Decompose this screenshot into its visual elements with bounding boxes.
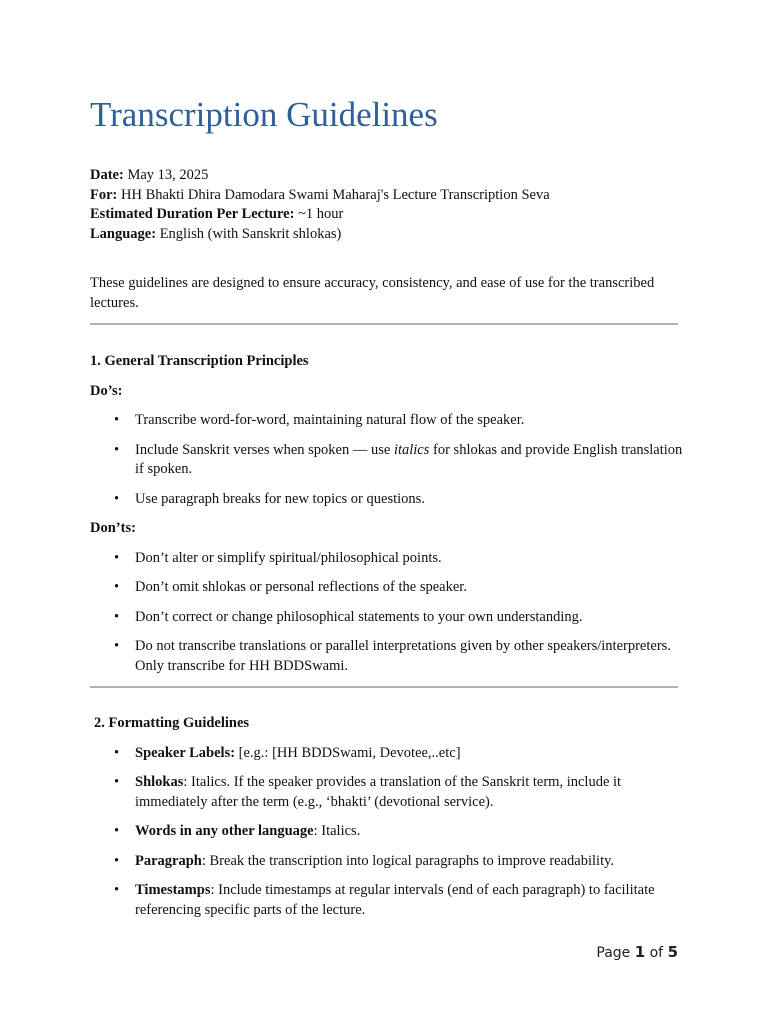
meta-language <box>90 225 678 245</box>
current-page: 1 <box>634 943 646 961</box>
list-item: • Timestamps: Include timestamps at regular intervals (end of each paragraph) to facilitate referencing specific parts of the lecture. <box>114 882 655 918</box>
bullet-icon: • <box>114 579 120 595</box>
meta-label: Date: <box>90 167 124 183</box>
list-item: • Shlokas: Italics. If the speaker provides a translation of the Sanskrit term, include it immediately after the term (e.g., ‘bhakti’ (devotional service). <box>114 774 622 810</box>
section-general-principles <box>90 352 683 676</box>
meta-label: Estimated Duration Per Lecture: <box>90 206 295 222</box>
dos-list <box>90 411 683 509</box>
donts-list <box>90 549 678 677</box>
list-item: • Transcribe word-for-word, maintaining natural flow of the speaker. <box>90 411 685 431</box>
meta-value: HH Bhakti Dhira Damodara Swami Maharaj's Lecture Transcription Seva <box>117 186 550 203</box>
meta-label: For: <box>90 186 118 203</box>
list-item: • Words in any other language: Italics. <box>90 822 685 842</box>
bullet-icon: • <box>114 608 120 625</box>
meta-for <box>90 186 678 206</box>
horizontal-rule <box>90 686 678 688</box>
bullet-icon: • <box>114 441 120 458</box>
list-item: • Don’t alter or simplify spiritual/philosophical points. <box>90 549 685 569</box>
section-formatting-guidelines <box>94 714 682 920</box>
bullet-icon: • <box>114 412 120 428</box>
italic-word: italics <box>393 441 430 458</box>
intro-paragraph: These guidelines are designed to ensure accuracy, consistency, and ease of use for the transcribed lectures. <box>90 275 655 311</box>
meta-value: May 13, 2025 <box>123 167 209 183</box>
formatting-list <box>90 744 682 921</box>
horizontal-rule <box>90 323 678 325</box>
document-meta <box>90 166 678 244</box>
item-term: Speaker Labels: <box>135 744 236 761</box>
bullet-icon: • <box>114 852 120 869</box>
bullet-icon: • <box>114 549 120 566</box>
list-item: • Do not transcribe translations or parallel interpretations given by other speakers/interpreters. Only transcribe for HH BDDSwami. <box>114 638 671 674</box>
meta-value: English (with Sanskrit shlokas) <box>156 225 342 242</box>
bullet-icon: • <box>114 744 120 761</box>
list-item: • Speaker Labels: [e.g.: [HH BDDSwami, Devotee,..etc] <box>90 744 685 764</box>
bullet-icon: • <box>114 823 120 839</box>
item-term: Shlokas <box>135 774 184 790</box>
list-item: • Paragraph: Break the transcription into logical paragraphs to improve readability. <box>90 852 685 872</box>
list-item: • Don’t correct or change philosophical statements to your own understanding. <box>90 608 685 628</box>
meta-duration <box>90 205 678 225</box>
section-heading: 1. General Transcription Principles <box>90 353 309 369</box>
item-term: Timestamps <box>135 882 211 898</box>
dos-label: Do’s: <box>90 382 123 399</box>
bullet-icon: • <box>114 638 120 654</box>
donts-label: Don’ts: <box>90 520 136 536</box>
item-term: Paragraph <box>135 852 202 869</box>
document-title: Transcription Guidelines <box>90 95 438 134</box>
bullet-icon: • <box>114 882 120 898</box>
total-pages: 5 <box>667 943 678 961</box>
section-heading: 2. Formatting Guidelines <box>94 715 250 731</box>
meta-date <box>90 166 678 186</box>
bullet-icon: • <box>114 490 120 507</box>
list-item: • Don’t omit shlokas or personal reflections of the speaker. <box>90 578 685 598</box>
page-number: Page 1 of 5 <box>596 943 678 961</box>
item-term: Words in any other language <box>135 823 314 839</box>
meta-value: ~1 hour <box>294 206 344 222</box>
list-item: • Include Sanskrit verses when spoken — use italics for shlokas and provide English translation if spoken. <box>114 441 683 477</box>
meta-label: Language: <box>90 225 157 242</box>
bullet-icon: • <box>114 774 120 790</box>
list-item: • Use paragraph breaks for new topics or questions. <box>90 490 685 510</box>
